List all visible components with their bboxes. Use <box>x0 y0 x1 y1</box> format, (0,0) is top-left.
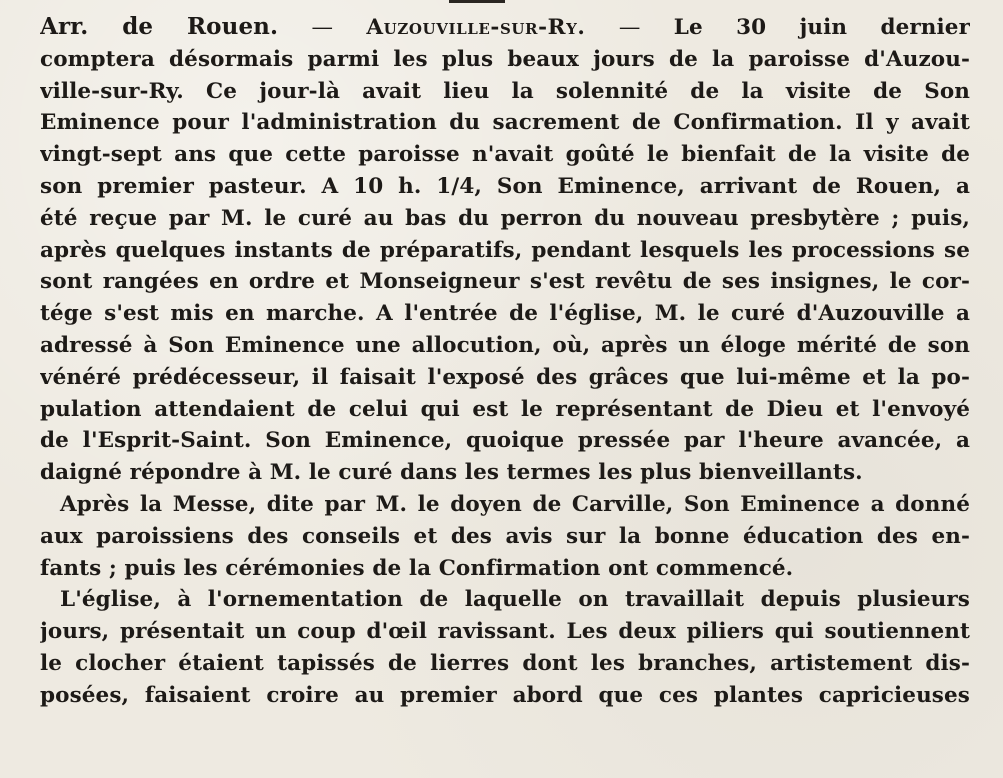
article-line-20: jours, présentait un coup d'œil ravissant. Les deux piliers qui soutiennent <box>40 619 970 645</box>
article-line-16: Après la Messe, dite par M. le doyen de Carville, Son Eminence a donné <box>60 491 970 517</box>
article-line-6: son premier pasteur. A 10 h. 1/4, Son Eminence, arrivant de Rouen, a <box>40 173 970 199</box>
first-line-text: Le 30 juin dernier <box>673 15 970 40</box>
article-line-2: comptera désormais parmi les plus beaux jours de la paroisse d'Auzou- <box>40 46 970 72</box>
article-line-9: sont rangées en ordre et Monseigneur s'est revêtu de ses insignes, le cor- <box>40 269 970 295</box>
article-line-11: adressé à Son Eminence une allocution, où, après un éloge mérité de son <box>40 332 970 358</box>
parish-dash: — <box>618 15 641 40</box>
parish-name: Auzouville-sur-Ry. <box>366 15 586 40</box>
article-line-7: été reçue par M. le curé au bas du perron du nouveau presbytère ; puis, <box>40 205 970 231</box>
separator-rule <box>449 0 505 3</box>
article-line-17: aux paroissiens des conseils et des avis sur la bonne éducation des en- <box>40 523 970 549</box>
article-line-5: vingt-sept ans que cette paroisse n'avait goûté le bienfait de la visite de <box>40 142 970 168</box>
article-line-3: ville-sur-Ry. Ce jour-là avait lieu la solennité de la visite de Son <box>40 78 970 104</box>
article-line-14: de l'Esprit-Saint. Son Eminence, quoique pressée par l'heure avancée, a <box>40 428 970 454</box>
article-line-1 <box>40 11 970 44</box>
article-line-15: daigné répondre à M. le curé dans les termes les plus bienveillants. <box>40 460 863 486</box>
article-line-10: tége s'est mis en marche. A l'entrée de l'église, M. le curé d'Auzouville a <box>40 301 970 327</box>
article-line-22: posées, faisaient croire au premier abord que ces plantes capricieuses <box>40 682 970 708</box>
article-line-13: pulation attendaient de celui qui est le représentant de Dieu et l'envoyé <box>40 396 970 422</box>
article-line-21: le clocher étaient tapissés de lierres dont les branches, artistement dis- <box>40 650 970 676</box>
heading-dash: — <box>311 15 334 40</box>
article-line-4: Eminence pour l'administration du sacrement de Confirmation. Il y avait <box>40 110 970 136</box>
article-line-19: L'église, à l'ornementation de laquelle on travaillait depuis plusieurs <box>60 587 970 613</box>
article-body <box>40 11 970 712</box>
article-line-12: vénéré prédécesseur, il faisait l'exposé des grâces que lui-même et la po- <box>40 364 970 390</box>
district-heading: Arr. de Rouen. <box>40 13 279 40</box>
article-line-8: après quelques instants de préparatifs, pendant lesquels les processions se <box>40 237 970 263</box>
article-line-18: fants ; puis les cérémonies de la Confirmation ont commencé. <box>40 555 794 581</box>
